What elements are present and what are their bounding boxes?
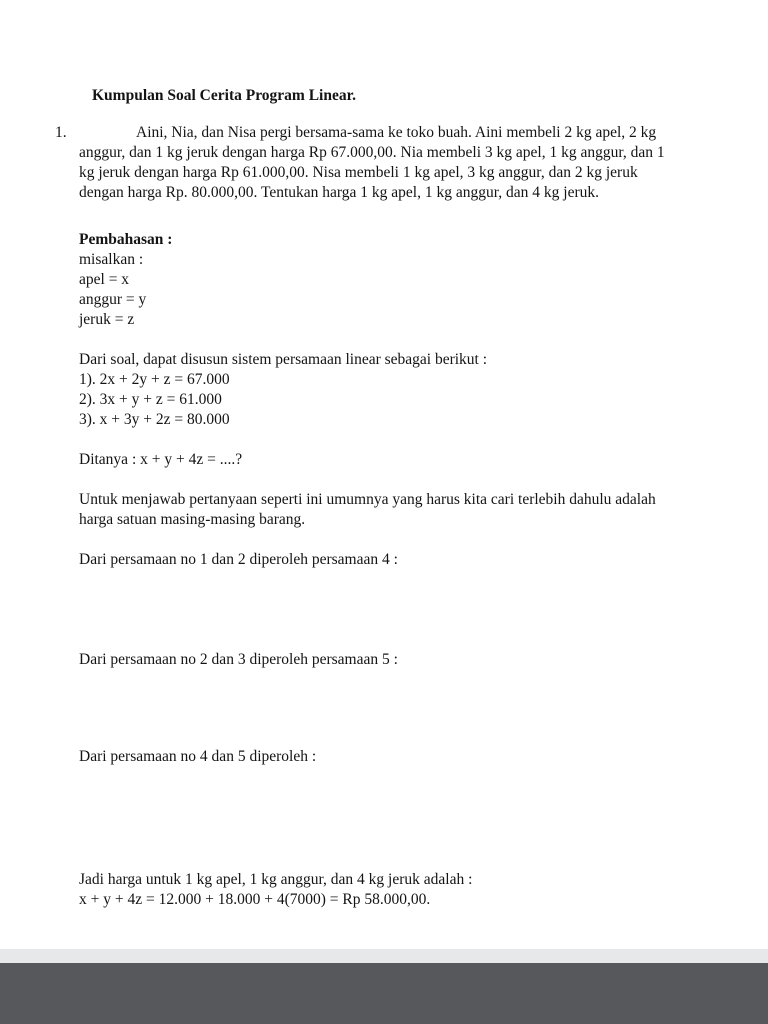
system-intro: Dari soal, dapat disusun sistem persamaan linear sebagai berikut : xyxy=(79,351,488,368)
pembahasan-heading: Pembahasan : xyxy=(79,231,173,248)
note-paragraph: Untuk menjawab pertanyaan seperti ini umumnya yang harus kita cari terlebih dahulu adalah harga satuan masing-masing barang. xyxy=(79,491,656,528)
document-title: Kumpulan Soal Cerita Program Linear. xyxy=(92,87,356,104)
problem-item xyxy=(55,123,680,203)
viewer-footer-strip xyxy=(0,949,768,963)
step3-line: Dari persamaan no 4 dan 5 diperoleh : xyxy=(79,748,317,765)
problem-number: 1. xyxy=(55,124,67,141)
ditanya-line: Ditanya : x + y + 4z = ....? xyxy=(79,451,243,468)
equation-line: 3). x + 3y + 2z = 80.000 xyxy=(79,411,230,428)
assumption-line: jeruk = z xyxy=(79,311,135,328)
step2-line: Dari persamaan no 2 dan 3 diperoleh persamaan 5 : xyxy=(79,651,398,668)
equation-line: 2). 3x + y + z = 61.000 xyxy=(79,391,222,408)
step1-line: Dari persamaan no 1 dan 2 diperoleh persamaan 4 : xyxy=(79,551,398,568)
conclusion-equation: x + y + 4z = 12.000 + 18.000 + 4(7000) = Rp 58.000,00. xyxy=(79,891,431,908)
conclusion-intro: Jadi harga untuk 1 kg apel, 1 kg anggur, dan 4 kg jeruk adalah : xyxy=(79,871,473,888)
equation-line: 1). 2x + 2y + z = 67.000 xyxy=(79,371,230,388)
problem-text: Aini, Nia, dan Nisa pergi bersama-sama ke toko buah. Aini membeli 2 kg apel, 2 kg anggur, dan 1 kg jeruk dengan harga Rp 67.000,00. Nia membeli 3 kg apel, 1 kg anggur, dan 1 kg jeruk dengan harga Rp 61.000,00. Nisa membeli 1 kg apel, 3 kg anggur, dan 2 kg jeruk dengan harga Rp. 80.000,00. Tentukan harga 1 kg apel, 1 kg anggur, dan 4 kg jeruk. xyxy=(79,124,665,201)
assumption-line: apel = x xyxy=(79,271,130,288)
assumption-line: anggur = y xyxy=(79,291,147,308)
assumption-line: misalkan : xyxy=(79,251,144,268)
viewer-footer-bar xyxy=(0,963,768,1024)
